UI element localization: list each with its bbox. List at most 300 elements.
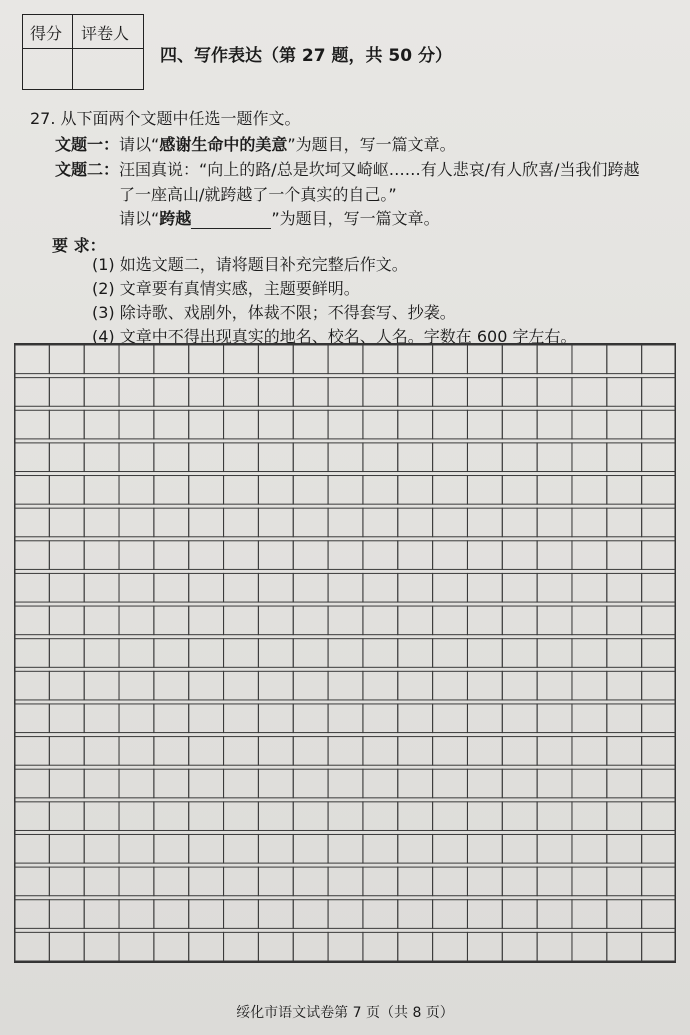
grid-cell[interactable] bbox=[642, 443, 676, 472]
grid-cell[interactable] bbox=[84, 541, 119, 570]
grid-cell[interactable] bbox=[258, 932, 293, 961]
grid-cell[interactable] bbox=[328, 378, 363, 407]
grid-cell[interactable] bbox=[467, 541, 502, 570]
grid-cell[interactable] bbox=[607, 900, 642, 929]
grid-cell[interactable] bbox=[433, 834, 468, 863]
grid-cell[interactable] bbox=[433, 704, 468, 733]
grid-cell[interactable] bbox=[642, 737, 676, 766]
grid-cell[interactable] bbox=[607, 932, 642, 961]
grid-cell[interactable] bbox=[467, 639, 502, 668]
grid-row[interactable] bbox=[15, 900, 677, 929]
grid-cell[interactable] bbox=[502, 508, 537, 537]
grid-cell[interactable] bbox=[467, 704, 502, 733]
grid-cell[interactable] bbox=[572, 476, 607, 505]
grid-cell[interactable] bbox=[537, 573, 572, 602]
grid-cell[interactable] bbox=[398, 769, 433, 798]
grid-cell[interactable] bbox=[398, 704, 433, 733]
grid-cell[interactable] bbox=[154, 541, 189, 570]
grid-cell[interactable] bbox=[154, 737, 189, 766]
grid-cell[interactable] bbox=[467, 900, 502, 929]
grid-row[interactable] bbox=[15, 639, 677, 668]
grid-cell[interactable] bbox=[433, 671, 468, 700]
grid-cell[interactable] bbox=[502, 443, 537, 472]
grid-row[interactable] bbox=[15, 476, 677, 505]
grid-cell[interactable] bbox=[293, 867, 328, 896]
grid-cell[interactable] bbox=[642, 867, 676, 896]
grid-cell[interactable] bbox=[572, 606, 607, 635]
grid-cell[interactable] bbox=[154, 476, 189, 505]
grid-cell[interactable] bbox=[224, 345, 259, 374]
grid-cell[interactable] bbox=[154, 769, 189, 798]
grid-cell[interactable] bbox=[502, 573, 537, 602]
grid-cell[interactable] bbox=[572, 573, 607, 602]
grid-cell[interactable] bbox=[119, 867, 154, 896]
grid-cell[interactable] bbox=[293, 606, 328, 635]
grid-cell[interactable] bbox=[607, 573, 642, 602]
grid-row[interactable] bbox=[15, 443, 677, 472]
grid-cell[interactable] bbox=[328, 541, 363, 570]
grid-cell[interactable] bbox=[607, 802, 642, 831]
grid-cell[interactable] bbox=[189, 639, 224, 668]
grid-cell[interactable] bbox=[49, 834, 84, 863]
grid-cell[interactable] bbox=[502, 639, 537, 668]
grid-cell[interactable] bbox=[363, 900, 398, 929]
grid-cell[interactable] bbox=[572, 508, 607, 537]
grid-cell[interactable] bbox=[328, 410, 363, 439]
grid-cell[interactable] bbox=[433, 867, 468, 896]
grid-cell[interactable] bbox=[502, 541, 537, 570]
grid-cell[interactable] bbox=[467, 769, 502, 798]
grid-cell[interactable] bbox=[537, 410, 572, 439]
grid-cell[interactable] bbox=[224, 704, 259, 733]
grid-cell[interactable] bbox=[537, 769, 572, 798]
grid-cell[interactable] bbox=[433, 737, 468, 766]
grid-cell[interactable] bbox=[467, 867, 502, 896]
grid-cell[interactable] bbox=[258, 867, 293, 896]
grid-cell[interactable] bbox=[49, 769, 84, 798]
grid-cell[interactable] bbox=[607, 671, 642, 700]
grid-cell[interactable] bbox=[467, 606, 502, 635]
grid-cell[interactable] bbox=[363, 378, 398, 407]
grid-cell[interactable] bbox=[642, 573, 676, 602]
grid-cell[interactable] bbox=[154, 704, 189, 733]
grid-cell[interactable] bbox=[154, 867, 189, 896]
grid-cell[interactable] bbox=[502, 834, 537, 863]
grid-cell[interactable] bbox=[154, 932, 189, 961]
grid-cell[interactable] bbox=[15, 410, 50, 439]
grid-cell[interactable] bbox=[398, 900, 433, 929]
grid-cell[interactable] bbox=[572, 345, 607, 374]
grid-cell[interactable] bbox=[363, 508, 398, 537]
grid-cell[interactable] bbox=[467, 345, 502, 374]
grid-cell[interactable] bbox=[607, 345, 642, 374]
grid-cell[interactable] bbox=[328, 900, 363, 929]
grid-cell[interactable] bbox=[607, 410, 642, 439]
grid-cell[interactable] bbox=[189, 769, 224, 798]
grid-cell[interactable] bbox=[363, 737, 398, 766]
grid-cell[interactable] bbox=[293, 834, 328, 863]
grid-cell[interactable] bbox=[572, 932, 607, 961]
grid-cell[interactable] bbox=[467, 573, 502, 602]
grid-cell[interactable] bbox=[258, 900, 293, 929]
grid-cell[interactable] bbox=[224, 410, 259, 439]
grid-cell[interactable] bbox=[293, 802, 328, 831]
grid-cell[interactable] bbox=[607, 639, 642, 668]
grid-cell[interactable] bbox=[119, 378, 154, 407]
grid-cell[interactable] bbox=[398, 541, 433, 570]
grid-cell[interactable] bbox=[293, 932, 328, 961]
grid-cell[interactable] bbox=[363, 704, 398, 733]
grid-cell[interactable] bbox=[224, 378, 259, 407]
grid-cell[interactable] bbox=[49, 737, 84, 766]
grid-cell[interactable] bbox=[293, 900, 328, 929]
grid-cell[interactable] bbox=[154, 671, 189, 700]
grid-cell[interactable] bbox=[398, 737, 433, 766]
grid-cell[interactable] bbox=[642, 410, 676, 439]
grid-cell[interactable] bbox=[363, 345, 398, 374]
grid-cell[interactable] bbox=[433, 932, 468, 961]
grid-cell[interactable] bbox=[119, 704, 154, 733]
grid-cell[interactable] bbox=[537, 737, 572, 766]
grid-cell[interactable] bbox=[119, 508, 154, 537]
grid-cell[interactable] bbox=[84, 900, 119, 929]
grid-cell[interactable] bbox=[258, 508, 293, 537]
grid-cell[interactable] bbox=[328, 671, 363, 700]
grid-cell[interactable] bbox=[572, 443, 607, 472]
grid-cell[interactable] bbox=[224, 573, 259, 602]
grid-cell[interactable] bbox=[293, 671, 328, 700]
grid-cell[interactable] bbox=[119, 410, 154, 439]
grid-cell[interactable] bbox=[537, 606, 572, 635]
grid-row[interactable] bbox=[15, 345, 677, 374]
grid-cell[interactable] bbox=[572, 900, 607, 929]
grid-row[interactable] bbox=[15, 541, 677, 570]
grid-cell[interactable] bbox=[502, 476, 537, 505]
grid-cell[interactable] bbox=[15, 802, 50, 831]
grid-cell[interactable] bbox=[293, 769, 328, 798]
grid-cell[interactable] bbox=[467, 508, 502, 537]
grid-cell[interactable] bbox=[467, 476, 502, 505]
grid-cell[interactable] bbox=[328, 932, 363, 961]
grid-cell[interactable] bbox=[84, 573, 119, 602]
grid-cell[interactable] bbox=[572, 737, 607, 766]
grid-cell[interactable] bbox=[84, 704, 119, 733]
grid-cell[interactable] bbox=[607, 508, 642, 537]
grid-cell[interactable] bbox=[467, 802, 502, 831]
grid-cell[interactable] bbox=[537, 345, 572, 374]
grid-cell[interactable] bbox=[258, 737, 293, 766]
grid-cell[interactable] bbox=[607, 737, 642, 766]
grid-cell[interactable] bbox=[49, 671, 84, 700]
grid-cell[interactable] bbox=[433, 639, 468, 668]
grid-cell[interactable] bbox=[502, 704, 537, 733]
grid-cell[interactable] bbox=[154, 639, 189, 668]
grid-cell[interactable] bbox=[49, 606, 84, 635]
grid-cell[interactable] bbox=[258, 671, 293, 700]
grid-cell[interactable] bbox=[363, 541, 398, 570]
grid-cell[interactable] bbox=[572, 802, 607, 831]
grid-cell[interactable] bbox=[84, 345, 119, 374]
grid-cell[interactable] bbox=[398, 802, 433, 831]
grid-cell[interactable] bbox=[15, 378, 50, 407]
grid-cell[interactable] bbox=[607, 378, 642, 407]
grid-cell[interactable] bbox=[328, 834, 363, 863]
grid-cell[interactable] bbox=[293, 410, 328, 439]
grid-cell[interactable] bbox=[642, 802, 676, 831]
grid-cell[interactable] bbox=[84, 443, 119, 472]
grid-cell[interactable] bbox=[363, 639, 398, 668]
grid-cell[interactable] bbox=[84, 834, 119, 863]
grid-cell[interactable] bbox=[433, 410, 468, 439]
grid-cell[interactable] bbox=[328, 508, 363, 537]
grid-cell[interactable] bbox=[15, 508, 50, 537]
grid-cell[interactable] bbox=[154, 802, 189, 831]
grid-cell[interactable] bbox=[154, 606, 189, 635]
grid-cell[interactable] bbox=[154, 834, 189, 863]
grid-cell[interactable] bbox=[15, 704, 50, 733]
grid-cell[interactable] bbox=[363, 671, 398, 700]
grid-cell[interactable] bbox=[49, 802, 84, 831]
grid-cell[interactable] bbox=[572, 769, 607, 798]
grid-cell[interactable] bbox=[363, 573, 398, 602]
grid-cell[interactable] bbox=[15, 345, 50, 374]
grid-cell[interactable] bbox=[328, 737, 363, 766]
grid-cell[interactable] bbox=[293, 378, 328, 407]
grid-cell[interactable] bbox=[363, 932, 398, 961]
grid-cell[interactable] bbox=[189, 508, 224, 537]
grid-cell[interactable] bbox=[398, 508, 433, 537]
grid-cell[interactable] bbox=[293, 476, 328, 505]
grid-cell[interactable] bbox=[15, 932, 50, 961]
grid-cell[interactable] bbox=[398, 476, 433, 505]
grid-cell[interactable] bbox=[84, 639, 119, 668]
grid-cell[interactable] bbox=[119, 345, 154, 374]
grid-cell[interactable] bbox=[154, 573, 189, 602]
grid-cell[interactable] bbox=[328, 867, 363, 896]
grid-cell[interactable] bbox=[328, 345, 363, 374]
grid-cell[interactable] bbox=[363, 769, 398, 798]
grid-cell[interactable] bbox=[15, 769, 50, 798]
grid-cell[interactable] bbox=[502, 867, 537, 896]
grid-cell[interactable] bbox=[398, 932, 433, 961]
grid-cell[interactable] bbox=[398, 378, 433, 407]
grid-cell[interactable] bbox=[398, 867, 433, 896]
grid-cell[interactable] bbox=[398, 345, 433, 374]
grid-cell[interactable] bbox=[328, 573, 363, 602]
grid-cell[interactable] bbox=[642, 900, 676, 929]
grid-cell[interactable] bbox=[433, 345, 468, 374]
grid-cell[interactable] bbox=[224, 834, 259, 863]
grid-cell[interactable] bbox=[189, 802, 224, 831]
grid-cell[interactable] bbox=[189, 900, 224, 929]
grid-cell[interactable] bbox=[537, 508, 572, 537]
grid-cell[interactable] bbox=[119, 476, 154, 505]
grid-cell[interactable] bbox=[119, 541, 154, 570]
grid-row[interactable] bbox=[15, 573, 677, 602]
grid-cell[interactable] bbox=[119, 769, 154, 798]
grid-cell[interactable] bbox=[154, 508, 189, 537]
grid-cell[interactable] bbox=[49, 378, 84, 407]
grid-cell[interactable] bbox=[258, 802, 293, 831]
grid-cell[interactable] bbox=[572, 639, 607, 668]
grid-cell[interactable] bbox=[224, 737, 259, 766]
grid-cell[interactable] bbox=[258, 410, 293, 439]
grid-cell[interactable] bbox=[84, 606, 119, 635]
grid-cell[interactable] bbox=[189, 541, 224, 570]
grid-cell[interactable] bbox=[49, 867, 84, 896]
grid-cell[interactable] bbox=[49, 900, 84, 929]
grid-cell[interactable] bbox=[607, 476, 642, 505]
grid-cell[interactable] bbox=[15, 606, 50, 635]
grid-cell[interactable] bbox=[363, 867, 398, 896]
grid-cell[interactable] bbox=[49, 541, 84, 570]
composition-grid[interactable] bbox=[14, 343, 676, 963]
grid-cell[interactable] bbox=[224, 541, 259, 570]
grid-cell[interactable] bbox=[224, 932, 259, 961]
grid-cell[interactable] bbox=[154, 410, 189, 439]
grid-cell[interactable] bbox=[467, 737, 502, 766]
grid-cell[interactable] bbox=[293, 443, 328, 472]
grid-cell[interactable] bbox=[433, 573, 468, 602]
grid-cell[interactable] bbox=[258, 345, 293, 374]
grid-cell[interactable] bbox=[84, 867, 119, 896]
grid-cell[interactable] bbox=[258, 573, 293, 602]
grid-cell[interactable] bbox=[84, 769, 119, 798]
grid-cell[interactable] bbox=[15, 834, 50, 863]
grid-cell[interactable] bbox=[224, 606, 259, 635]
grid-cell[interactable] bbox=[537, 443, 572, 472]
grid-cell[interactable] bbox=[502, 769, 537, 798]
grid-cell[interactable] bbox=[502, 378, 537, 407]
grid-cell[interactable] bbox=[224, 639, 259, 668]
grid-cell[interactable] bbox=[154, 345, 189, 374]
grid-row[interactable] bbox=[15, 834, 677, 863]
grid-cell[interactable] bbox=[433, 443, 468, 472]
grid-cell[interactable] bbox=[84, 476, 119, 505]
grid-cell[interactable] bbox=[467, 932, 502, 961]
grid-cell[interactable] bbox=[642, 639, 676, 668]
grid-cell[interactable] bbox=[467, 410, 502, 439]
grid-cell[interactable] bbox=[467, 834, 502, 863]
grid-cell[interactable] bbox=[642, 606, 676, 635]
grid-cell[interactable] bbox=[433, 541, 468, 570]
grid-cell[interactable] bbox=[642, 541, 676, 570]
grid-row[interactable] bbox=[15, 606, 677, 635]
grid-cell[interactable] bbox=[15, 737, 50, 766]
grid-cell[interactable] bbox=[433, 900, 468, 929]
grid-cell[interactable] bbox=[467, 671, 502, 700]
grid-cell[interactable] bbox=[189, 443, 224, 472]
grid-cell[interactable] bbox=[293, 508, 328, 537]
grid-cell[interactable] bbox=[607, 541, 642, 570]
grid-cell[interactable] bbox=[119, 737, 154, 766]
grid-cell[interactable] bbox=[433, 476, 468, 505]
grid-cell[interactable] bbox=[189, 834, 224, 863]
grid-cell[interactable] bbox=[189, 606, 224, 635]
grid-cell[interactable] bbox=[642, 769, 676, 798]
grid-cell[interactable] bbox=[189, 476, 224, 505]
grid-cell[interactable] bbox=[398, 639, 433, 668]
grid-cell[interactable] bbox=[224, 476, 259, 505]
grid-cell[interactable] bbox=[119, 639, 154, 668]
grid-cell[interactable] bbox=[502, 410, 537, 439]
grid-cell[interactable] bbox=[398, 671, 433, 700]
title2-blank[interactable] bbox=[191, 212, 271, 229]
grid-cell[interactable] bbox=[84, 932, 119, 961]
grid-cell[interactable] bbox=[189, 867, 224, 896]
grid-cell[interactable] bbox=[189, 378, 224, 407]
grid-cell[interactable] bbox=[398, 573, 433, 602]
grid-cell[interactable] bbox=[258, 443, 293, 472]
grid-cell[interactable] bbox=[398, 410, 433, 439]
grid-cell[interactable] bbox=[154, 378, 189, 407]
grid-cell[interactable] bbox=[224, 802, 259, 831]
grid-cell[interactable] bbox=[537, 802, 572, 831]
grid-cell[interactable] bbox=[433, 606, 468, 635]
grid-cell[interactable] bbox=[607, 834, 642, 863]
grid-cell[interactable] bbox=[49, 410, 84, 439]
grid-cell[interactable] bbox=[537, 671, 572, 700]
grid-cell[interactable] bbox=[189, 410, 224, 439]
grid-cell[interactable] bbox=[328, 639, 363, 668]
grid-cell[interactable] bbox=[258, 704, 293, 733]
grid-cell[interactable] bbox=[607, 867, 642, 896]
grid-cell[interactable] bbox=[467, 378, 502, 407]
grid-cell[interactable] bbox=[224, 443, 259, 472]
grid-cell[interactable] bbox=[607, 443, 642, 472]
grid-cell[interactable] bbox=[189, 671, 224, 700]
grid-cell[interactable] bbox=[189, 704, 224, 733]
grid-row[interactable] bbox=[15, 671, 677, 700]
grid-row[interactable] bbox=[15, 508, 677, 537]
grid-cell[interactable] bbox=[328, 606, 363, 635]
grid-cell[interactable] bbox=[119, 573, 154, 602]
grid-cell[interactable] bbox=[328, 769, 363, 798]
grid-cell[interactable] bbox=[189, 737, 224, 766]
grid-row[interactable] bbox=[15, 769, 677, 798]
grid-cell[interactable] bbox=[433, 508, 468, 537]
grid-cell[interactable] bbox=[189, 573, 224, 602]
grid-cell[interactable] bbox=[502, 606, 537, 635]
grid-cell[interactable] bbox=[363, 834, 398, 863]
grid-cell[interactable] bbox=[433, 378, 468, 407]
grid-cell[interactable] bbox=[49, 932, 84, 961]
grid-cell[interactable] bbox=[572, 378, 607, 407]
grid-cell[interactable] bbox=[119, 671, 154, 700]
grid-cell[interactable] bbox=[258, 476, 293, 505]
grid-cell[interactable] bbox=[398, 443, 433, 472]
grid-cell[interactable] bbox=[537, 704, 572, 733]
grid-row[interactable] bbox=[15, 704, 677, 733]
grid-cell[interactable] bbox=[224, 769, 259, 798]
grid-cell[interactable] bbox=[154, 443, 189, 472]
grid-cell[interactable] bbox=[537, 541, 572, 570]
grid-cell[interactable] bbox=[502, 802, 537, 831]
grid-cell[interactable] bbox=[224, 867, 259, 896]
grid-cell[interactable] bbox=[572, 867, 607, 896]
grid-cell[interactable] bbox=[15, 541, 50, 570]
grid-cell[interactable] bbox=[607, 769, 642, 798]
grid-cell[interactable] bbox=[363, 606, 398, 635]
grid-cell[interactable] bbox=[502, 932, 537, 961]
grid-cell[interactable] bbox=[433, 769, 468, 798]
grid-cell[interactable] bbox=[607, 704, 642, 733]
grid-cell[interactable] bbox=[15, 573, 50, 602]
grid-cell[interactable] bbox=[189, 345, 224, 374]
grid-cell[interactable] bbox=[293, 345, 328, 374]
grid-cell[interactable] bbox=[258, 639, 293, 668]
grid-cell[interactable] bbox=[572, 410, 607, 439]
